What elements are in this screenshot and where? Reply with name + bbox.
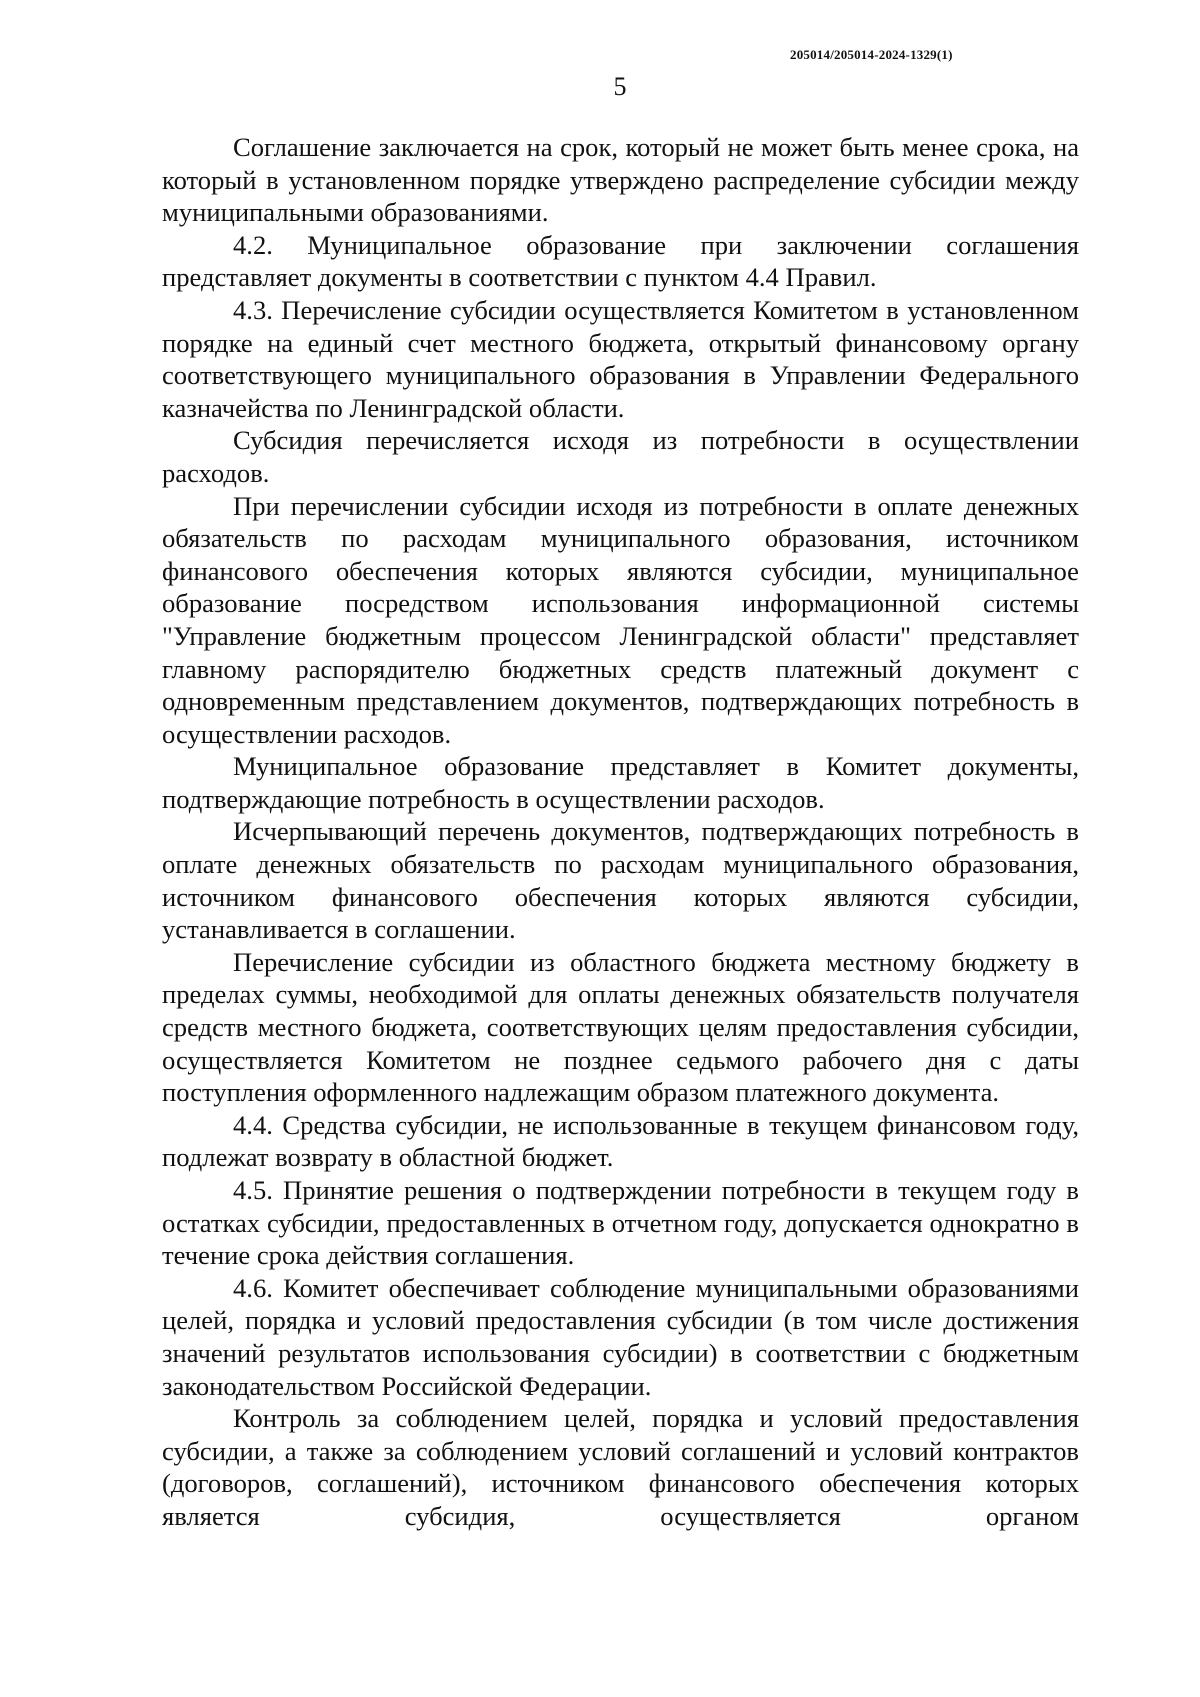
paragraph: Контроль за соблюдением целей, порядка и условий предоставления субсидии, а также за соблюдением условий соглашений и условий контрактов (договоров, соглашений), источником финансового обеспечения которых является субсидия, осуществляется органом: [162, 1403, 1079, 1531]
paragraph: 4.6. Комитет обеспечивает соблюдение муниципальными образованиями целей, порядка и условий предоставления субсидии (в том числе достижения значений результатов использования субсидии) в соответствии с бюджетным законодательством Российской Федерации.: [162, 1272, 1079, 1401]
paragraph: При перечислении субсидии исходя из потребности в оплате денежных обязательств по расходам муниципального образования, источником финансового обеспечения которых являются субсидии, муниципальное образование посредством использования информационной системы "Управление бюджетным процессом Ленинградской области" представляет главному распорядителю бюджетных средств платежный документ с одновременным представлением документов, подтверждающих потребность в осуществлении расходов.: [162, 490, 1079, 749]
paragraph: 4.2. Муниципальное образование при заключении соглашения представляет документы в соответствии с пунктом 4.4 Правил.: [162, 229, 1079, 293]
page-number: 5: [613, 72, 627, 101]
paragraph: 4.4. Средства субсидии, не использованные в текущем финансовом году, подлежат возврату в областной бюджет.: [162, 1109, 1079, 1173]
paragraph: Соглашение заключается на срок, который не может быть менее срока, на который в установленном порядке утверждено распределение субсидии между муниципальными образованиями.: [162, 132, 1079, 228]
paragraph: Муниципальное образование представляет в Комитет документы, подтверждающие потребность в осуществлении расходов.: [162, 751, 1079, 814]
paragraph: 4.3. Перечисление субсидии осуществляется Комитетом в установленном порядке на единый счет местного бюджета, открытый финансовому органу соответствующего муниципального образования в Управлении Федерального казначейства по Ленинградской области.: [162, 294, 1079, 423]
paragraph: Исчерпывающий перечень документов, подтверждающих потребность в оплате денежных обязательств по расходам муниципального образования, источником финансового обеспечения которых являются субсидии, устанавливается в соглашении.: [162, 816, 1079, 945]
paragraph: Перечисление субсидии из областного бюджета местному бюджету в пределах суммы, необходимой для оплаты денежных обязательств получателя средств местного бюджета, соответствующих целям предоставления субсидии, осуществляется Комитетом не позднее седьмого рабочего дня с даты поступления оформленного надлежащим образом платежного документа.: [162, 946, 1079, 1108]
document-id: 205014/205014-2024-1329(1): [790, 47, 953, 62]
paragraph: Субсидия перечисляется исходя из потребности в осуществлении расходов.: [162, 425, 1079, 488]
document-body: [162, 131, 1079, 1533]
paragraph: 4.5. Принятие решения о подтверждении потребности в текущем году в остатках субсидии, предоставленных в отчетном году, допускается однократно в течение срока действия соглашения.: [162, 1175, 1079, 1271]
